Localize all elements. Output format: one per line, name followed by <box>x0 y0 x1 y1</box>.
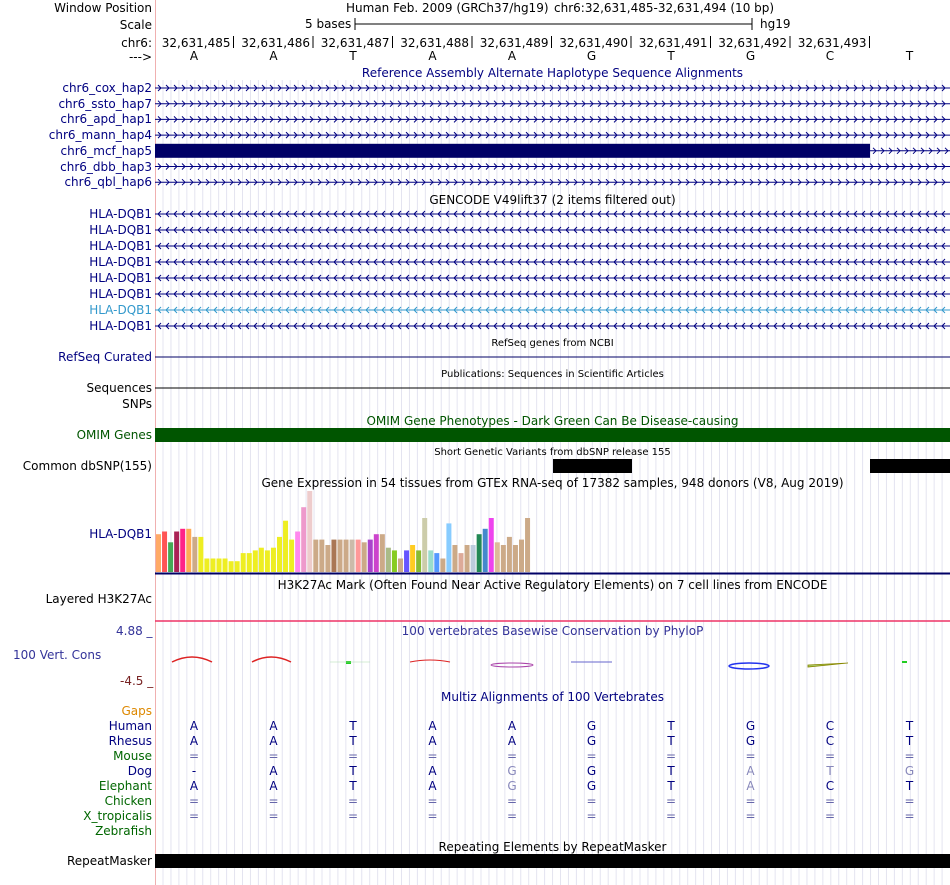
alignment-base: T <box>667 734 675 748</box>
h3k27ac-title[interactable]: H3K27Ac Mark (Often Found Near Active Regulatory Elements) on 7 cell lines from ENCODE <box>277 578 828 592</box>
gtex-bar <box>319 540 324 572</box>
alignment-base: = <box>745 749 756 763</box>
repeatmasker-title[interactable]: Repeating Elements by RepeatMasker <box>438 840 667 854</box>
gtex-bar <box>386 548 391 572</box>
alignment-base: A <box>428 779 437 793</box>
repeatmasker-label[interactable]: RepeatMasker <box>66 854 152 868</box>
alignment-base: = <box>586 809 597 823</box>
alignment-base: G <box>904 764 915 778</box>
base-letter: G <box>745 49 756 63</box>
alignment-base: T <box>905 779 914 793</box>
alignment-base: C <box>825 734 835 748</box>
alt-haplotype-chevrons <box>155 164 950 170</box>
conservation-glyph <box>902 661 907 663</box>
coord-label: 32,631,489 <box>479 36 549 50</box>
publications-title[interactable]: Publications: Sequences in Scientific Articles <box>441 369 664 380</box>
gtex-bar <box>422 518 427 572</box>
alt-haplotype-chevrons <box>155 179 950 185</box>
alignment-base: T <box>349 779 357 793</box>
alignment-base: = <box>347 794 359 808</box>
gtex-bar <box>307 491 312 572</box>
conservation-glyph <box>491 663 533 667</box>
gtex-bar <box>174 532 179 573</box>
alignment-base: = <box>904 794 915 808</box>
alignment-base: A <box>269 734 278 748</box>
alignment-base: A <box>189 734 199 748</box>
gencode-transcript-label[interactable]: HLA-DQB1 <box>89 319 152 333</box>
gtex-bar <box>368 540 373 572</box>
base-letter: C <box>825 49 835 63</box>
base-letter: A <box>189 49 199 63</box>
alignment-base: A <box>189 779 199 793</box>
species-label[interactable]: Rhesus <box>108 734 152 748</box>
gtex-bar <box>331 540 336 572</box>
gencode-transcript-chevrons <box>155 243 950 249</box>
alignment-base: = <box>347 809 359 823</box>
alt-haplotype-chevrons <box>870 148 950 154</box>
gtex-bar <box>519 540 524 572</box>
h3k27ac-label[interactable]: Layered H3K27Ac <box>45 592 152 606</box>
alignment-base: A <box>507 734 517 748</box>
multiz-title[interactable]: Multiz Alignments of 100 Vertebrates <box>440 690 665 704</box>
alignment-base: G <box>586 734 597 748</box>
gencode-title[interactable]: GENCODE V49lift37 (2 items filtered out) <box>429 193 676 207</box>
alignment-base: = <box>665 794 677 808</box>
gtex-bar <box>483 529 488 572</box>
alignment-base: C <box>825 779 835 793</box>
alignment-base: G <box>586 779 597 793</box>
gtex-bar <box>301 507 306 572</box>
alignment-base: A <box>507 719 517 733</box>
alignment-base: = <box>745 794 756 808</box>
gencode-transcript-label[interactable]: HLA-DQB1 <box>89 271 152 285</box>
gtex-bar <box>210 559 215 573</box>
alignment-base: A <box>269 779 278 793</box>
gencode-transcript-chevrons <box>155 291 950 297</box>
gtex-bar <box>428 550 433 572</box>
omim-bar <box>155 428 950 442</box>
alignment-base: = <box>427 794 438 808</box>
base-letter: A <box>428 49 437 63</box>
window-position-label: Window Position <box>54 1 152 15</box>
coord-label: 32,631,491 <box>638 36 708 50</box>
refseq-title[interactable]: RefSeq genes from NCBI <box>491 338 614 349</box>
alignment-base: = <box>188 809 200 823</box>
alignment-base: T <box>349 734 357 748</box>
coord-label: 32,631,493 <box>797 36 867 50</box>
coord-label: 32,631,492 <box>718 36 787 50</box>
gencode-transcript-label[interactable]: HLA-DQB1 <box>89 223 152 237</box>
gtex-bar <box>156 534 161 572</box>
gtex-bar <box>235 561 240 572</box>
alignment-base: A <box>189 719 199 733</box>
alignment-base: A <box>269 764 278 778</box>
gtex-bar <box>501 545 506 572</box>
alignment-base: = <box>506 749 518 763</box>
alignment-base: G <box>586 764 597 778</box>
gtex-bar <box>507 537 512 572</box>
gtex-bar <box>374 534 379 572</box>
dbsnp-block <box>553 459 632 473</box>
gtex-bar <box>217 559 222 573</box>
gencode-transcript-chevrons <box>155 259 950 265</box>
alignment-base: = <box>506 794 518 808</box>
alt-haplotype-label[interactable]: chr6_mann_hap4 <box>48 128 152 143</box>
alt-haplotype-label[interactable]: chr6_mcf_hap5 <box>60 143 152 158</box>
gtex-bar <box>477 534 482 572</box>
gtex-bar <box>471 545 476 572</box>
conservation-label[interactable]: 100 Vert. Cons <box>13 648 102 662</box>
species-label[interactable]: Chicken <box>104 794 152 808</box>
alignment-base: G <box>745 719 756 733</box>
gtex-bar <box>168 542 173 572</box>
gaps-label[interactable]: Gaps <box>121 704 152 718</box>
conservation-title[interactable]: 100 vertebrates Basewise Conservation by PhyloP <box>401 624 704 638</box>
gencode-transcript-label[interactable]: HLA-DQB1 <box>89 287 152 301</box>
alignment-base: = <box>824 749 836 763</box>
alignment-base: = <box>665 749 677 763</box>
coord-label: 32,631,490 <box>559 36 628 50</box>
alignment-base: = <box>904 809 915 823</box>
gtex-bar <box>489 518 494 572</box>
gencode-transcript-label[interactable]: HLA-DQB1 <box>89 255 152 269</box>
gtex-bar <box>277 537 282 572</box>
alignment-base: = <box>268 794 279 808</box>
scale-db: hg19 <box>760 17 791 31</box>
alignment-base: T <box>667 764 675 778</box>
gtex-bar <box>440 559 445 573</box>
gtex-bar <box>186 529 191 572</box>
conservation-glyph <box>410 660 450 662</box>
gencode-transcript-label[interactable]: HLA-DQB1 <box>89 303 152 317</box>
gtex-bar <box>162 532 167 573</box>
gtex-bar <box>495 542 500 572</box>
gtex-bar <box>313 540 318 572</box>
conservation-min: -4.5 _ <box>120 674 154 688</box>
alignment-base: = <box>347 749 359 763</box>
conservation-glyph <box>346 661 351 664</box>
alt-haplotype-chevrons <box>155 101 950 107</box>
alt-haplotype-label[interactable]: chr6_ssto_hap7 <box>58 96 152 111</box>
dbsnp-title[interactable]: Short Genetic Variants from dbSNP release 155 <box>434 447 671 458</box>
alignment-base: T <box>667 719 675 733</box>
coord-label: 32,631,487 <box>320 36 390 50</box>
gtex-bar <box>253 550 258 572</box>
alignment-base: A <box>428 764 437 778</box>
gtex-bar <box>289 540 294 572</box>
species-label[interactable]: Mouse <box>113 749 152 763</box>
alignment-base: = <box>745 809 756 823</box>
gtex-bar <box>416 550 421 572</box>
alignment-base: = <box>586 794 597 808</box>
gtex-bar <box>465 545 470 572</box>
alignment-base: = <box>665 809 677 823</box>
alignment-base: = <box>188 794 200 808</box>
coord-label: 32,631,485 <box>161 36 231 50</box>
species-label[interactable]: Elephant <box>98 779 152 793</box>
gtex-bar <box>223 559 228 573</box>
alignment-base: = <box>268 809 279 823</box>
gencode-transcript-chevrons <box>155 323 950 329</box>
alt-haplotype-title[interactable]: Reference Assembly Alternate Haplotype Sequence Alignments <box>361 66 744 80</box>
alignment-base: T <box>349 719 357 733</box>
alignment-base: T <box>667 779 675 793</box>
species-label[interactable]: Dog <box>127 764 152 778</box>
species-label[interactable]: Zebrafish <box>95 824 152 838</box>
alignment-base: = <box>904 749 915 763</box>
alignment-base: A <box>269 719 278 733</box>
repeatmasker-bar <box>155 854 950 868</box>
alignment-base: C <box>825 719 835 733</box>
alignment-base: = <box>506 809 518 823</box>
gtex-bar <box>356 540 361 572</box>
gtex-bar <box>380 534 385 572</box>
gencode-transcript-chevrons <box>155 275 950 281</box>
gtex-bar <box>434 553 439 572</box>
snps-label[interactable]: SNPs <box>122 397 152 411</box>
conservation-max: 4.88 _ <box>116 624 153 638</box>
gtex-bar <box>247 553 252 572</box>
alt-haplotype-label[interactable]: chr6_qbl_hap6 <box>64 175 152 190</box>
gtex-bar <box>398 559 403 573</box>
gencode-transcript-label[interactable]: HLA-DQB1 <box>89 239 152 253</box>
scale-text: 5 bases <box>305 17 352 31</box>
alignment-base: = <box>824 794 836 808</box>
assembly-label: Human Feb. 2009 (GRCh37/hg19) <box>346 1 549 15</box>
gtex-bar <box>259 548 264 572</box>
alignment-base: G <box>507 779 517 793</box>
gtex-bar <box>241 553 246 572</box>
refseq-label[interactable]: RefSeq Curated <box>58 350 152 364</box>
alt-haplotype-label[interactable]: chr6_cox_hap2 <box>62 81 152 95</box>
omim-label[interactable]: OMIM Genes <box>76 428 152 442</box>
publications-label[interactable]: Sequences <box>86 381 152 395</box>
gtex-bar <box>265 550 270 572</box>
dbsnp-block <box>870 459 950 473</box>
alignment-base: = <box>824 809 836 823</box>
gtex-bar <box>198 537 203 572</box>
gtex-bar <box>350 540 355 572</box>
alignment-base: T <box>826 764 834 778</box>
conservation-glyph <box>808 663 848 667</box>
position-range[interactable]: chr6:32,631,485-32,631,494 (10 bp) <box>554 1 775 15</box>
gtex-bar <box>180 529 185 572</box>
gtex-bar <box>192 537 197 572</box>
coord-label: 32,631,488 <box>400 36 469 50</box>
scale-label: Scale <box>119 18 152 32</box>
gtex-bar <box>525 518 530 572</box>
alignment-base: = <box>427 749 438 763</box>
gtex-bar <box>325 545 330 572</box>
gtex-bar <box>459 553 464 572</box>
gtex-bar <box>404 550 409 572</box>
gtex-bar <box>338 540 343 572</box>
base-letter: T <box>905 49 914 63</box>
base-letter: A <box>507 49 517 63</box>
base-letter: A <box>269 49 278 63</box>
gtex-bar <box>410 545 415 572</box>
dbsnp-label[interactable]: Common dbSNP(155) <box>22 459 152 473</box>
gtex-title[interactable]: Gene Expression in 54 tissues from GTEx RNA-seq of 17382 samples, 948 donors (V8, Aug 2019) <box>261 476 844 490</box>
base-letter: T <box>667 49 675 63</box>
alignment-base: = <box>188 749 200 763</box>
alt-haplotype-block <box>155 144 870 158</box>
alignment-base: = <box>586 749 597 763</box>
alt-haplotype-label[interactable]: chr6_apd_hap1 <box>60 112 152 127</box>
alignment-base: A <box>746 764 755 778</box>
gtex-bar <box>344 540 349 572</box>
alignment-base: A <box>428 719 437 733</box>
base-letter: T <box>349 49 357 63</box>
strand-label[interactable]: ---> <box>128 50 152 64</box>
alignment-base: T <box>349 764 357 778</box>
gtex-bar <box>362 542 367 572</box>
alignment-base: = <box>427 809 438 823</box>
species-label[interactable]: X_tropicalis <box>83 809 152 823</box>
gtex-bar <box>229 561 234 572</box>
gtex-bar <box>513 545 518 572</box>
alignment-base: G <box>586 719 597 733</box>
alignment-base: - <box>191 764 197 778</box>
conservation-glyph <box>729 663 769 669</box>
base-letter: G <box>586 49 597 63</box>
alignment-base: G <box>745 734 756 748</box>
alt-haplotype-chevrons <box>155 132 950 138</box>
alt-haplotype-chevrons <box>155 85 950 91</box>
gtex-bar <box>452 545 457 572</box>
species-label[interactable]: Human <box>108 719 152 733</box>
gencode-transcript-chevrons <box>155 227 950 233</box>
conservation-glyph <box>252 657 291 662</box>
alignment-base: = <box>268 749 279 763</box>
conservation-glyph <box>172 657 212 662</box>
alignment-base: G <box>507 764 517 778</box>
gtex-bar <box>283 521 288 572</box>
alignment-base: A <box>746 779 755 793</box>
gtex-bar <box>295 532 300 573</box>
gtex-bar <box>392 550 397 572</box>
alt-haplotype-label[interactable]: chr6_dbb_hap3 <box>60 159 152 174</box>
gencode-transcript-label[interactable]: HLA-DQB1 <box>89 207 152 221</box>
gencode-transcript-chevrons <box>155 307 950 313</box>
chrom-label: chr6: <box>121 36 152 50</box>
gtex-bar <box>204 559 209 573</box>
omim-title[interactable]: OMIM Gene Phenotypes - Dark Green Can Be Disease-causing <box>366 414 739 428</box>
gencode-transcript-chevrons <box>155 211 950 217</box>
alt-haplotype-chevrons <box>155 116 950 122</box>
gtex-gene-label[interactable]: HLA-DQB1 <box>89 527 152 541</box>
alignment-base: T <box>905 734 914 748</box>
alignment-base: T <box>905 719 914 733</box>
coord-label: 32,631,486 <box>241 36 310 50</box>
alignment-base: A <box>428 734 437 748</box>
gtex-bar <box>446 523 451 572</box>
gtex-bar <box>271 548 276 572</box>
